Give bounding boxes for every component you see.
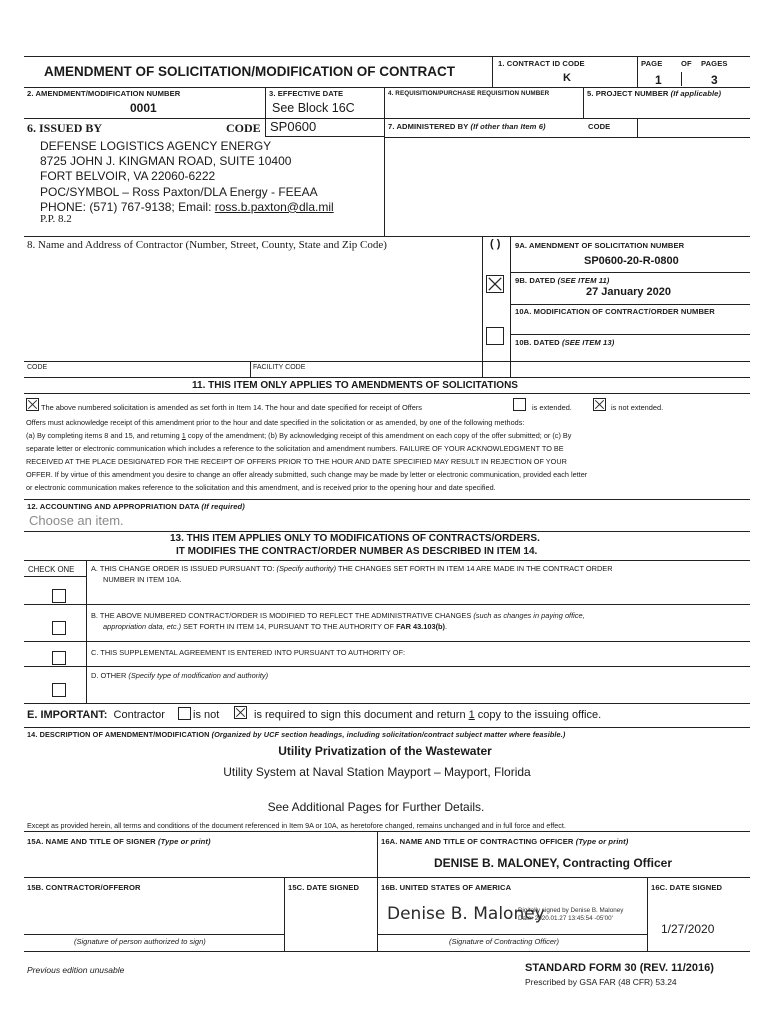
option-a-authority: (Specify authority): [276, 564, 337, 573]
of-label: OF: [681, 59, 692, 68]
solicitation-date: 27 January 2020: [586, 286, 672, 298]
sec11-line4: separate letter or electronic communication which includes a reference to the solicitation and amendment numbers. FAILURE OF YOUR ACKNOWLEDGMENT TO BE: [26, 444, 564, 453]
footer-form-number: STANDARD FORM 30 (REV. 11/2016): [525, 962, 714, 974]
description-title: Utility Privatization of the Wastewater: [278, 744, 492, 758]
rule-10a: [510, 334, 750, 335]
not-extended-label: is not extended.: [611, 403, 664, 412]
top-rule: [24, 56, 750, 57]
block9a-label: 9A. AMENDMENT OF SOLICITATION NUMBER: [515, 241, 685, 250]
is-required-label: is required to sign this document and return: [254, 709, 469, 721]
block14-label-text: 14. DESCRIPTION OF AMENDMENT/MODIFICATION: [27, 730, 210, 739]
section13-heading-2: IT MODIFIES THE CONTRACT/ORDER NUMBER AS DESCRIBED IN ITEM 14.: [176, 546, 538, 557]
address-line-5: [40, 200, 334, 215]
option-b-line2: [103, 622, 447, 631]
co-signature-caption: [449, 937, 559, 946]
sec11-line5: RECEIVED AT THE PLACE DESIGNATED FOR THE RECEIPT OF OFFERS PRIOR TO THE HOUR AND DATE SPECIFIED MAY RESULT IN REJECTION OF YOUR: [26, 457, 567, 466]
option-b-end: .: [445, 622, 448, 631]
option-d-label: D. OTHER: [91, 671, 129, 680]
checkbox-x-icon: [594, 399, 605, 410]
form-title: AMENDMENT OF SOLICITATION/MODIFICATION OF CONTRACT: [44, 64, 455, 79]
sec11-body: [26, 416, 750, 494]
block12-label-suffix: (If required): [201, 502, 245, 511]
page-label: PAGE: [641, 59, 663, 68]
contractor-signature-text: (Signature of person authorized to sign): [74, 937, 206, 946]
option-d-text: [91, 671, 268, 680]
is-required-end: copy to the issuing office.: [474, 709, 602, 721]
rule-important: [24, 703, 750, 704]
rule-13b: [24, 604, 750, 605]
block15a-label-text: 15A. NAME AND TITLE OF SIGNER: [27, 837, 156, 846]
block16b-label: 16B. UNITED STATES OF AMERICA: [381, 883, 512, 892]
pages-label: PAGES: [701, 59, 728, 68]
v-16c: [647, 877, 648, 951]
block15a-label-suffix: (Type or print): [158, 837, 211, 846]
rule-13d: [24, 666, 750, 667]
section11-heading: 11. THIS ITEM ONLY APPLIES TO AMENDMENTS OF SOLICITATIONS: [192, 380, 518, 391]
block10b-label: [515, 338, 614, 347]
block16a-label: [381, 837, 628, 846]
block2-label: 2. AMENDMENT/MODIFICATION NUMBER: [27, 89, 181, 98]
not-extended-checkbox[interactable]: [593, 398, 606, 411]
rule-sig-contractor: [24, 934, 284, 935]
page-number: 1: [655, 73, 662, 87]
amendment-number: 0001: [130, 101, 157, 115]
block8-label: 8. Name and Address of Contractor (Number, Street, County, State and Zip Code): [27, 239, 387, 251]
option-b-text1: B. THE ABOVE NUMBERED CONTRACT/ORDER IS MODIFIED TO REFLECT THE ADMINISTRATIVE CHANGES: [91, 611, 474, 620]
option-a-text1: A. THIS CHANGE ORDER IS ISSUED PURSUANT TO:: [91, 564, 277, 573]
phone-email-text: PHONE: (571) 767-9138; Email:: [40, 199, 215, 214]
block14-label: [27, 730, 565, 739]
description-additional: See Additional Pages for Further Details.: [267, 800, 485, 814]
v-block7-code: [637, 118, 638, 137]
block15b-label: 15B. CONTRACTOR/OFFEROR: [27, 883, 141, 892]
option-a-line2: NUMBER IN ITEM 10A.: [103, 575, 182, 584]
v-block1: [492, 56, 493, 87]
option-c-text: C. THIS SUPPLEMENTAL AGREEMENT IS ENTERED INTO PURSUANT TO AUTHORITY OF:: [91, 648, 406, 657]
block5-label-suffix: (If applicable): [670, 89, 722, 98]
footer-prescribed: Prescribed by GSA FAR (48 CFR) 53.24: [525, 977, 677, 987]
description-subtitle: Utility System at Naval Station Mayport – Mayport, Florida: [223, 765, 531, 779]
block15a-label: [27, 837, 211, 846]
is-not-label: is not: [193, 709, 220, 721]
except-text: Except as provided herein, all terms and conditions of the document referenced in Item 9A or 10A, as heretofore changed, remains unchanged and in full force and effect.: [27, 821, 566, 830]
rule-except: [24, 831, 750, 832]
v-block3: [265, 87, 266, 118]
option-b-text2: SET FORTH IN ITEM 14, PURSUANT TO THE AUTHORITY OF: [181, 622, 397, 631]
check-one-label: CHECK ONE: [28, 565, 75, 574]
v-16a: [377, 831, 378, 951]
return-copies: 1: [468, 709, 475, 721]
rule-13c: [24, 641, 750, 642]
solicitation-number: SP0600-20-R-0800: [584, 255, 679, 267]
sec11-line3: [26, 429, 750, 442]
is-required-text: [254, 709, 601, 721]
rule-block7-lower: [384, 137, 750, 138]
option-b-line1: [91, 611, 585, 620]
block16c-label: 16C. DATE SIGNED: [651, 883, 723, 892]
sec11-line3b: copy of the amendment; (b) By acknowledging receipt of this amendment on each copy of the offer submitted; or (c) By: [185, 431, 572, 440]
is-not-checkbox[interactable]: [178, 707, 191, 720]
rule-block12: [24, 499, 750, 500]
co-signature-text: (Signature of Contracting Officer): [449, 937, 560, 946]
accounting-data-select[interactable]: Choose an item.: [29, 513, 124, 528]
address-line-4: POC/SYMBOL – Ross Paxton/DLA Energy - FEEAA: [40, 184, 318, 199]
block10b-label-text: 10B. DATED: [515, 338, 560, 347]
address-line-2: 8725 JOHN J. KINGMAN ROAD, SUITE 10400: [40, 154, 292, 169]
block14-label-suffix: (Organized by UCF section headings, including solicitation/contract subject matter where feasible.): [211, 730, 566, 739]
v-block9-right: [510, 236, 511, 377]
pp-reference: P.P. 8.2: [40, 213, 72, 225]
block10b-label-suffix: (SEE ITEM 13): [561, 338, 615, 347]
checkbox-x-icon: [235, 707, 246, 718]
v-block5: [583, 87, 584, 118]
block16a-label-suffix: (Type or print): [575, 837, 629, 846]
is-required-checkbox[interactable]: [234, 706, 247, 719]
block6-label: 6. ISSUED BY: [27, 121, 103, 135]
rule-sec11: [24, 377, 750, 378]
block9b-label-suffix: (SEE ITEM 11): [557, 276, 610, 285]
option-a-line1: [91, 564, 613, 573]
facility-code-label: FACILITY CODE: [253, 364, 306, 371]
co-signature: Denise B. Maloney: [387, 904, 545, 924]
important-contractor: Contractor: [113, 709, 165, 721]
block16a-label-text: 16A. NAME AND TITLE OF CONTRACTING OFFICER: [381, 837, 574, 846]
v-facility: [250, 361, 251, 377]
option-a-text2: THE CHANGES SET FORTH IN ITEM 14 ARE MADE IN THE CONTRACT ORDER: [336, 564, 613, 573]
rule-code-row: [24, 361, 750, 362]
checkbox-x-icon: [487, 276, 503, 292]
option-c-checkbox[interactable]: [52, 651, 66, 665]
check-one-underline: [24, 576, 86, 577]
pages-total: 3: [711, 73, 718, 87]
rule-9a: [510, 272, 750, 273]
v-page: [637, 56, 638, 87]
checkbox-x-icon: [27, 399, 38, 410]
bottom-rule: [24, 951, 750, 952]
code-underline: [265, 136, 384, 137]
issuer-address: [40, 139, 334, 215]
important-row: [27, 709, 165, 721]
rule-sig-co: [377, 934, 647, 935]
block10-checkbox[interactable]: [486, 327, 504, 345]
issuer-code: SP0600: [270, 119, 317, 134]
rule-15a: [24, 877, 750, 878]
contracting-officer-name: DENISE B. MALONEY, Contracting Officer: [434, 856, 673, 870]
option-b-checkbox[interactable]: [52, 621, 66, 635]
v-page-sep: [681, 72, 682, 86]
block5-label: [587, 89, 721, 98]
sec11-line1: The above numbered solicitation is amended as set forth in Item 14. The hour and date specified for receipt of Offers: [41, 403, 422, 412]
contractor-signature-caption: [74, 937, 206, 946]
address-line-3: FORT BELVOIR, VA 22060-6222: [40, 169, 216, 184]
option-b-far: FAR 43.103(b): [396, 622, 446, 631]
v-15c: [284, 877, 285, 951]
block3-label: 3. EFFECTIVE DATE: [269, 89, 344, 98]
block7-label-text: 7. ADMINISTERED BY: [388, 122, 469, 131]
block7-label-suffix: (If other than Item 6): [470, 122, 546, 131]
digital-signature-line2: Date: 2020.01.27 13:45:54 -05'00': [518, 915, 613, 922]
footer-previous-text: Previous edition unusable: [27, 965, 125, 975]
date-signed-co: 1/27/2020: [661, 922, 715, 936]
contract-id-value: K: [563, 72, 571, 84]
contract-id-label: 1. CONTRACT ID CODE: [498, 59, 585, 68]
rule-row2: [24, 87, 750, 88]
sec11-line6: OFFER. If by virtue of this amendment you desire to change an offer already submitted, such change may be made by letter or electronic communication, provided each letter: [26, 470, 588, 479]
block9b-checkbox[interactable]: [486, 275, 504, 293]
effective-date: See Block 16C: [272, 101, 355, 115]
block5-label-text: 5. PROJECT NUMBER: [587, 89, 669, 98]
option-b-italic1: (such as changes in paying office,: [473, 611, 585, 620]
sec11-copies: 1: [181, 431, 186, 440]
block4-label: 4. REQUISITION/PURCHASE REQUISITION NUMBER: [388, 90, 550, 97]
option-a-checkbox[interactable]: [52, 589, 66, 603]
poc-email-link[interactable]: ross.b.paxton@dla.mil: [214, 199, 334, 214]
rule-sec13-head: [24, 560, 750, 561]
option-d-checkbox[interactable]: [52, 683, 66, 697]
block9b-label-text: 9B. DATED: [515, 276, 556, 285]
option-d-italic: (Specify type of modification and authority): [128, 671, 269, 680]
block12-label: [27, 502, 245, 511]
block9b-label: [515, 276, 609, 285]
sec11-amended-checkbox[interactable]: [26, 398, 39, 411]
v-checkone: [86, 560, 87, 703]
extended-checkbox[interactable]: [513, 398, 526, 411]
rule-row4: [24, 236, 750, 237]
digital-signature-note: [518, 907, 623, 923]
block7-label: [388, 122, 546, 131]
extended-label: is extended.: [532, 403, 572, 412]
sec11-line2: Offers must acknowledge receipt of this amendment prior to the hour and date specified in the solicitation or as amended, by one of the following methods:: [26, 418, 525, 427]
sec11-line3a: (a) By completing items 8 and 15, and returning: [26, 431, 182, 440]
rule-block14: [24, 727, 750, 728]
rule-sec13: [24, 531, 750, 532]
important-label: E. IMPORTANT:: [27, 709, 108, 721]
contractor-code-label: CODE: [27, 364, 48, 371]
v-block9-left: [482, 236, 483, 377]
sec11-line7: or electronic communication makes reference to the solicitation and this amendment, and is received prior to the opening hour and date specified.: [26, 483, 496, 492]
footer-previous-edition: [27, 965, 124, 975]
block10a-label: 10A. MODIFICATION OF CONTRACT/ORDER NUMBER: [515, 307, 715, 316]
digital-signature-line1: Digitally signed by Denise B. Maloney: [518, 907, 624, 914]
block6-code-label: CODE: [226, 121, 261, 135]
rule-sec11-head: [24, 393, 750, 394]
address-line-1: DEFENSE LOGISTICS AGENCY ENERGY: [40, 139, 272, 153]
block9-paren: ( ): [490, 238, 501, 250]
v-block4: [384, 87, 385, 236]
block12-label-text: 12. ACCOUNTING AND APPROPRIATION DATA: [27, 502, 200, 511]
rule-9b: [510, 304, 750, 305]
block7-code-label: CODE: [588, 122, 611, 131]
rule-row3: [24, 118, 750, 119]
option-b-italic2: appropriation data, etc.): [103, 622, 182, 631]
block15c-label: 15C. DATE SIGNED: [288, 883, 360, 892]
v-block6-code: [265, 118, 266, 136]
section13-heading-1: 13. THIS ITEM APPLIES ONLY TO MODIFICATIONS OF CONTRACTS/ORDERS.: [170, 533, 540, 544]
